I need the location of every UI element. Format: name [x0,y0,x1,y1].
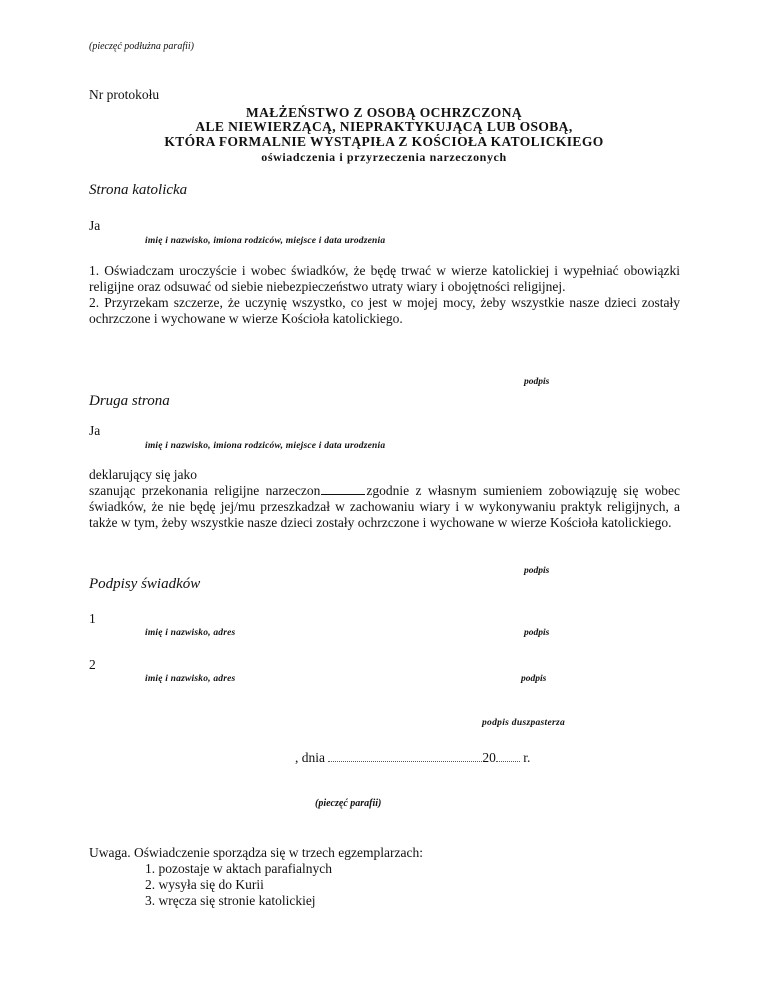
witness-2-signature-label: podpis [521,674,547,684]
other-side-declaration [89,467,680,531]
other-side-body [89,483,680,531]
date-prefix: , dnia [295,750,325,765]
date-year-blank [496,751,520,762]
catholic-side-declaration [89,263,680,327]
other-side-heading: Druga strona [89,393,170,409]
other-side-line-2-start: szanując przekonania religijne narzeczon [89,483,321,498]
document-title-line-3: KTÓRA FORMALNIE WYSTĄPIŁA Z KOŚCIOŁA KATOLICKIEGO [164,134,604,149]
note-item: 2. wysyła się do Kurii [145,877,264,892]
catholic-side-caption: imię i nazwisko, imiona rodziców, miejsce i data urodzenia [145,236,386,246]
note-list [89,861,423,909]
note-section [89,845,423,909]
witness-1-number: 1 [89,611,96,626]
date-line [295,750,530,766]
date-suffix: r. [523,750,531,765]
fiance-ending-blank [321,484,365,495]
pastor-signature-label: podpis duszpasterza [482,718,566,728]
document-title-line-1: MAŁŻEŃSTWO Z OSOBĄ OCHRZCZONĄ [245,105,523,120]
catholic-side-heading: Strona katolicka [89,182,188,198]
witness-2-number: 2 [89,657,96,672]
catholic-point-2: 2. Przyrzekam szczerze, że uczynię wszystko, co jest w mojej mocy, żeby wszystkie nasze dzieci zostały ochrzczone i wychowane w wierze Kościoła katolickiego. [89,295,680,326]
parish-stamp-bottom: (pieczęć parafii) [315,798,382,809]
witness-2-caption: imię i nazwisko, adres [145,674,236,684]
witnesses-heading: Podpisy świadków [89,576,201,592]
witness-1-signature-label: podpis [524,628,550,638]
date-day-month-blank [328,751,482,762]
protocol-number-label: Nr protokołu [89,87,160,102]
other-side-signature-label: podpis [524,566,550,576]
catholic-point-1: 1. Oświadczam uroczyście i wobec świadków, że będę trwać w wierze katolickiej i wypełniać obowiązki religijne oraz odsuwać od siebie niebezpieczeństwo utraty wiary i obojętności religijnej. [89,263,680,294]
other-side-line-1: deklarujący się jako [89,467,197,482]
document-subtitle: oświadczenia i przyrzeczenia narzeczonych [261,150,507,164]
date-year-prefix: 20 [482,750,496,765]
note-intro: Uwaga. Oświadczenie sporządza się w trzech egzemplarzach: [89,845,423,860]
catholic-side-ja: Ja [89,218,101,233]
witness-1-caption: imię i nazwisko, adres [145,628,236,638]
note-item: 3. wręcza się stronie katolickiej [145,893,316,908]
parish-stamp-placeholder: (pieczęć podłużna parafii) [89,41,194,52]
catholic-signature-label: podpis [524,377,550,387]
note-item: 1. pozostaje w aktach parafialnych [145,861,333,876]
other-side-caption: imię i nazwisko, imiona rodziców, miejsce i data urodzenia [145,441,386,451]
document-title-line-2: ALE NIEWIERZĄCĄ, NIEPRAKTYKUJĄCĄ LUB OSOBĄ, [195,119,573,134]
other-side-ja: Ja [89,423,101,438]
other-side-line-2-rest: zgodnie z własnym sumieniem zobowiązuję się wobec świadków, że nie będę jej/mu przeszkadzał w zachowaniu wiary i w wykonywaniu praktyk religijnych, a także w tym, żeby wszystkie nasze dzieci zostały ochrzczone i wychowane w wierze Kościoła katolickiego. [89,483,680,530]
